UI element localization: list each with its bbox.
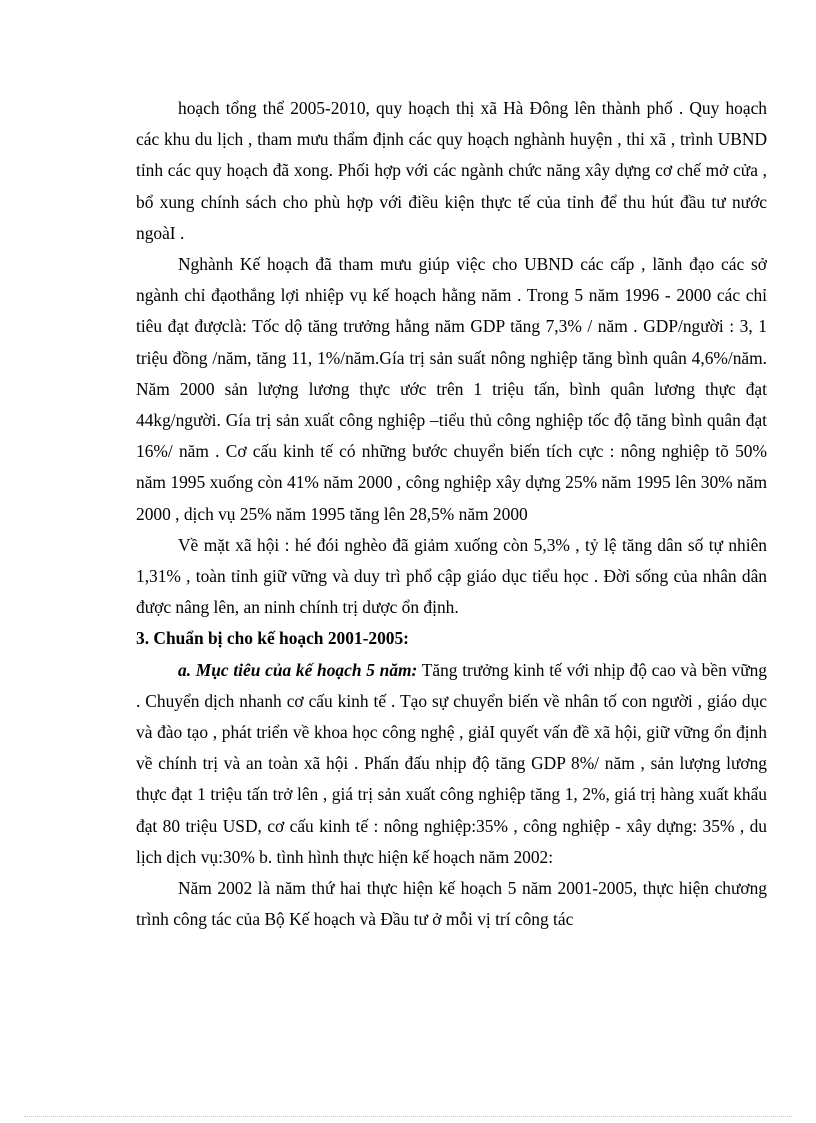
paragraph-planning: hoạch tổng thể 2005-2010, quy hoạch thị xã Hà Đông lên thành phố . Quy hoạch các khu du lịch , tham mưu thẩm định các quy hoạch nghành huyện , thi xã , trình UBND tỉnh các quy hoạch đã xong. Phối hợp với các ngành chức năng xây dựng cơ chế mở cửa , bổ xung chính sách cho phù hợp với điều kiện thực tế của tỉnh để thu hút đầu tư nước ngoàI . [136,98,767,243]
paragraph-2002: Năm 2002 là năm thứ hai thực hiện kế hoạch 5 năm 2001-2005, thực hiện chương trình công tác của Bộ Kế hoạch và Đầu tư ở mỗi vị trí công tác [136,878,767,930]
paragraph-achievements: Nghành Kế hoạch đã tham mưu giúp việc cho UBND các cấp , lãnh đạo các sở ngành chỉ đạothắng lợi nhiệp vụ kế hoạch hằng năm . Trong 5 năm 1996 - 2000 các chỉ tiêu đạt đượclà: Tốc dộ tăng trưởng hằng năm GDP tăng 7,3% / năm . GDP/người : 3, 1 triệu đồng /năm, tăng 11, 1%/năm.Gía trị sản suất nông nghiệp tăng bình quân 4,6%/năm. Năm 2000 sản lượng lương thực ước trên 1 triệu tấn, bình quân lương thực đạt 44kg/người. Gía trị sản xuất công nghiệp –tiểu thủ công nghiệp tốc độ tăng bình quân đạt 16%/ năm . Cơ cấu kinh tế có những bước chuyển biến tích cực : nông nghiệp tõ 50% năm 1995 xuống còn 41% năm 2000 , công nghiệp xây dựng 25% năm 1995 lên 30% năm 2000 , dịch vụ 25% năm 1995 tăng lên 28,5% năm 2000 [136,254,767,524]
document-body [136,93,767,935]
footer-divider [24,1116,792,1117]
objectives-text: Tăng trưởng kinh tế với nhịp độ cao và bền vững . Chuyển dịch nhanh cơ cấu kinh tế . Tạo sự chuyển biến về nhân tố con người , giáo dục và đào tạo , phát triển về khoa học công nghệ , giảI quyết vấn đề xã hội, giữ vững ổn định về chính trị và an toàn xã hội . Phấn đấu nhịp độ tăng GDP 8%/ năm , sản lượng lương thực đạt 1 triệu tấn trở lên , giá trị sản xuất công nghiệp tăng 1, 2%, giá trị hàng xuất khẩu đạt 80 triệu USD, cơ cấu kinh tế : nông nghiệp:35% , công nghiệp - xây dựng: 35% , du lịch dịch vụ:30% b. tình hình thực hiện kế hoạch năm 2002: [136,659,768,867]
paragraph-objectives [136,655,767,873]
paragraph-social: Về mặt xã hội : hé đói nghèo đã giảm xuống còn 5,3% , tỷ lệ tăng dân số tự nhiên 1,31% , toàn tỉnh giữ vững và duy trì phổ cập giáo dục tiểu học . Đời sống của nhân dân được nâng lên, an ninh chính trị dược ổn định. [136,534,767,618]
objectives-label: a. Mục tiêu của kế hoạch 5 năm: [178,659,418,680]
section-heading-3: 3. Chuẩn bị cho kế hoạch 2001-2005: [136,628,409,649]
